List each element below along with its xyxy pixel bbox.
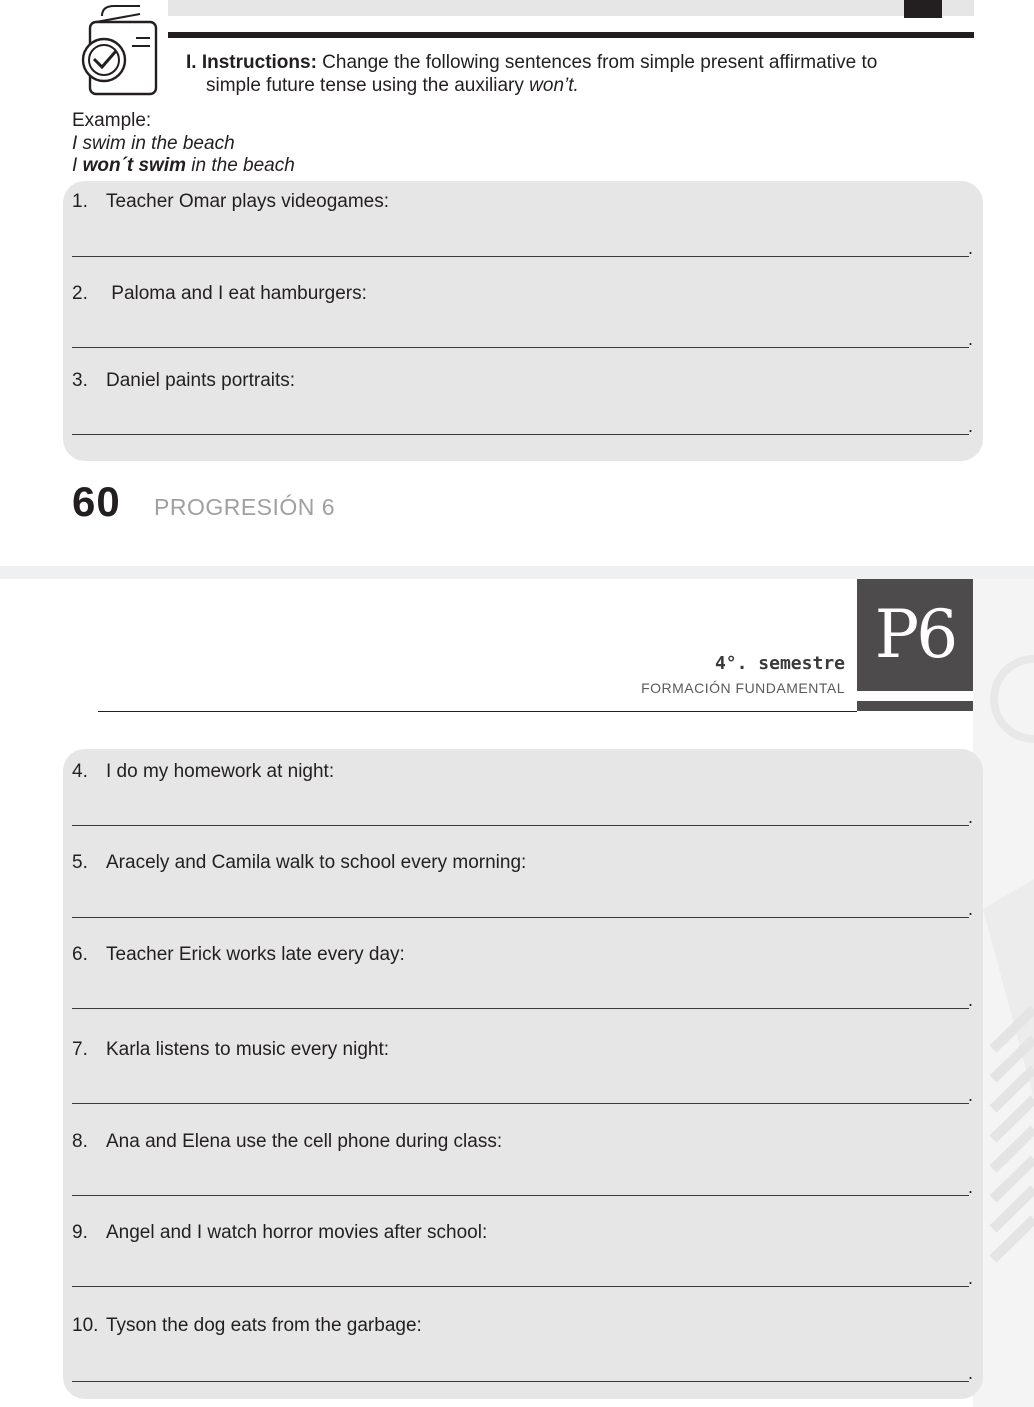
question-6 [72,944,405,966]
answer-end-mark: . [968,899,974,919]
question-number: 2. [72,283,88,304]
question-text: Ana and Elena use the cell phone during class: [106,1131,503,1152]
answer-line[interactable] [72,825,969,826]
answer-line[interactable] [72,434,969,435]
question-10 [72,1315,422,1337]
question-3 [72,370,295,392]
question-text: Aracely and Camila walk to school every morning: [106,852,527,873]
checklist-book-icon [80,2,162,98]
example-heading: Example: [72,110,152,131]
page-number: 60 [72,478,121,525]
answer-line[interactable] [72,917,969,918]
question-4 [72,761,334,783]
exercise-panel-1 [63,181,983,461]
question-number: 3. [72,370,88,391]
question-number: 1. [72,191,88,212]
question-8 [72,1131,502,1153]
answer-line[interactable] [72,256,969,257]
example-aux-bold: won´t swim [82,155,187,176]
answer-end-mark: . [968,1268,974,1288]
top-header-bar [168,0,974,16]
answer-end-mark: . [968,807,974,827]
progression-badge: P6 [857,579,973,691]
progression-label: PROGRESIÓN 6 [154,494,336,520]
question-number: 4. [72,761,88,782]
section-rule [168,32,974,38]
question-text: Teacher Omar plays videogames: [106,191,390,212]
question-number: 9. [72,1222,88,1243]
question-1 [72,191,389,213]
question-7 [72,1039,389,1061]
question-number: 5. [72,852,88,873]
answer-end-mark: . [968,1177,974,1197]
badge-foot [857,701,973,711]
answer-end-mark: . [968,1363,974,1383]
page-separator [0,566,1034,579]
answer-line[interactable] [72,1195,969,1196]
example-line1: I swim in the beach [72,132,235,154]
question-text: Angel and I watch horror movies after school: [106,1222,488,1243]
answer-end-mark: . [968,238,974,258]
question-number: 10. [72,1315,99,1336]
example-line2: I won´t swim in the beach [72,155,295,176]
answer-line[interactable] [72,1008,969,1009]
answer-end-mark: . [968,990,974,1010]
question-2 [72,283,367,305]
answer-end-mark: . [968,1085,974,1105]
example-block [72,110,295,178]
question-number: 8. [72,1131,88,1152]
question-text: Tyson the dog eats from the garbage: [106,1315,422,1336]
question-5 [72,852,526,874]
instructions [186,51,966,97]
header-rule [98,711,857,712]
question-number: 6. [72,944,88,965]
question-text: Paloma and I eat hamburgers: [106,283,367,304]
answer-line[interactable] [72,347,969,348]
question-text: Daniel paints portraits: [106,370,296,391]
question-text: Karla listens to music every night: [106,1039,390,1060]
answer-line[interactable] [72,1286,969,1287]
instructions-label: Instructions: [201,52,317,73]
top-header-tab [904,0,942,18]
instructions-text-line2: simple future tense using the auxiliary [206,75,530,96]
section-number: I. [186,52,197,73]
formation-label: FORMACIÓN FUNDAMENTAL [641,680,845,696]
answer-end-mark: . [968,416,974,436]
answer-end-mark: . [968,329,974,349]
question-9 [72,1222,487,1244]
instructions-aux: won’t. [529,75,579,96]
exercise-panel-2 [63,749,983,1399]
instructions-text: Change the following sentences from simple present affirmative to [316,52,878,73]
answer-line[interactable] [72,1381,969,1382]
question-text: I do my homework at night: [106,761,335,782]
question-text: Teacher Erick works late every day: [106,944,405,965]
question-number: 7. [72,1039,88,1060]
answer-line[interactable] [72,1103,969,1104]
semester-label: 4°. semestre [714,653,845,674]
